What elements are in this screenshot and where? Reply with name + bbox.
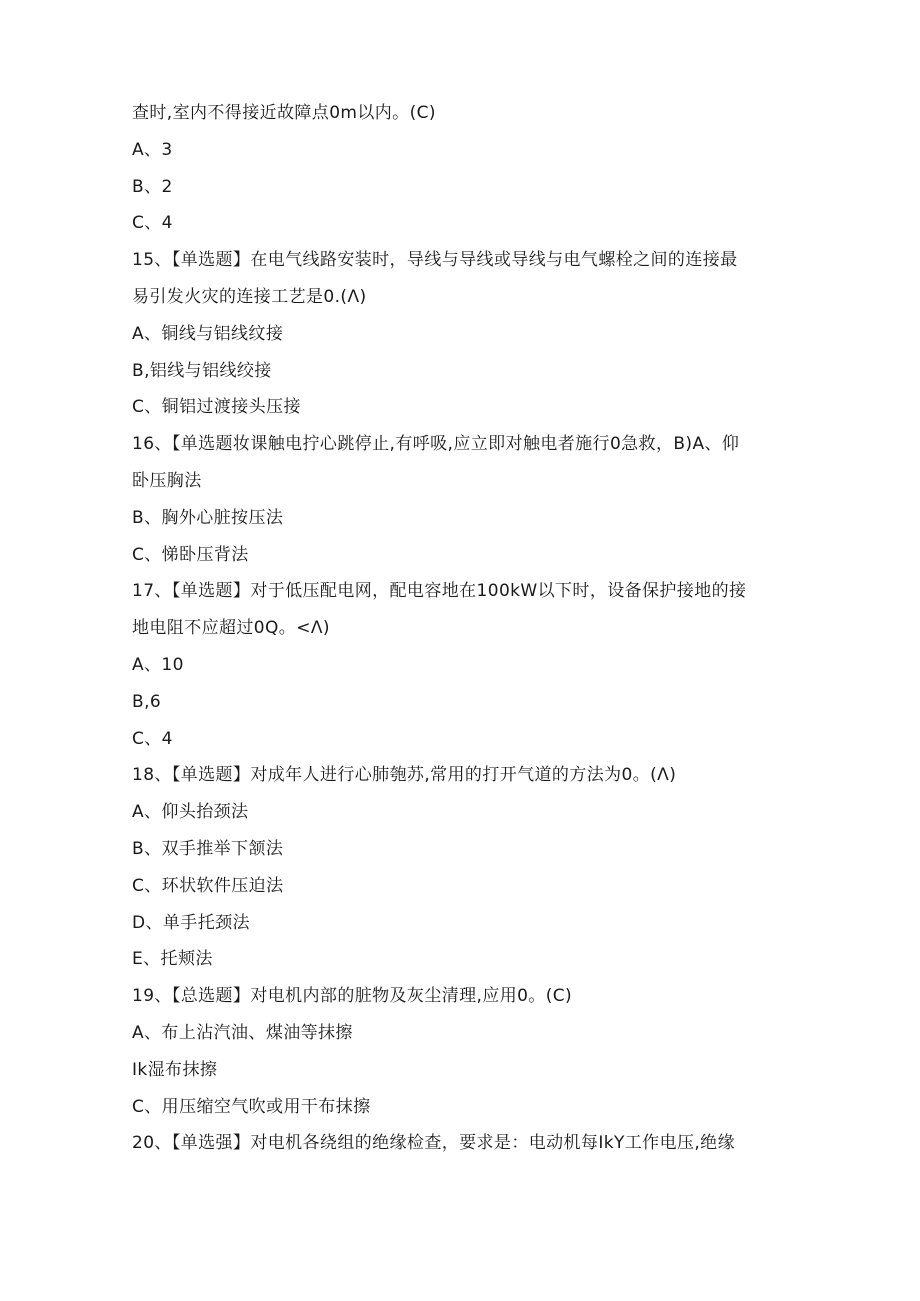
question-line: 15、【单选题】在电气线路安装时，导线与导线或导线与电气螺栓之间的连接最 xyxy=(132,250,738,271)
option-line: B,6 xyxy=(132,691,162,712)
text-line: 卧压胸法 xyxy=(132,470,202,491)
document-body xyxy=(132,95,792,1162)
text-line: 查时,室内不得接近故障点0m以内。(C) xyxy=(132,103,436,123)
option-line: D、单手托颈法 xyxy=(132,912,250,933)
option-line: B、双手推举下颔法 xyxy=(132,838,284,859)
option-line: A、10 xyxy=(132,654,184,675)
question-line: 18、【单选题】对成年人进行心肺匏苏,常用的打开气道的方法为0。(Λ) xyxy=(132,765,677,786)
option-line: B,铝线与铝线绞接 xyxy=(132,360,272,381)
option-line: C、铜铝过渡接头压接 xyxy=(132,397,301,418)
text-line: 易引发火灾的连接工艺是0.(Λ) xyxy=(132,286,367,307)
option-line: A、3 xyxy=(132,139,173,160)
question-line: 16、【单选题妆课触电拧心跳停止,有呼吸,应立即对触电者施行0急救，B)A、仰 xyxy=(132,434,740,455)
option-line: C、悌卧压背法 xyxy=(132,544,249,565)
option-line: E、托颊法 xyxy=(132,949,213,970)
option-line: C、环状软件压迫法 xyxy=(132,875,284,896)
option-line: A、布上沾汽油、煤油等抹擦 xyxy=(132,1022,353,1043)
option-line: A、仰头抬颈法 xyxy=(132,802,249,823)
question-line: 20、【单选强】对电机各绕组的绝缘检查，要求是：电动机每IkY工作电压,绝缘 xyxy=(132,1133,735,1154)
option-line: B、2 xyxy=(132,176,173,197)
option-line: C、4 xyxy=(132,213,173,234)
question-line: 19、【总选题】对电机内部的脏物及灰尘清理,应用0。(C) xyxy=(132,986,573,1007)
option-line: Ik湿布抹擦 xyxy=(132,1059,218,1080)
option-line: C、用压缩空气吹或用干布抹擦 xyxy=(132,1096,371,1117)
question-line: 17、【单选题】对于低压配电网，配电容地在100kW以下时，设备保护接地的接 xyxy=(132,581,747,602)
option-line: C、4 xyxy=(132,728,173,749)
option-line: A、铜线与铝线纹接 xyxy=(132,323,284,344)
option-line: B、胸外心脏按压法 xyxy=(132,507,284,528)
text-line: 地电阻不应超过0Q。<Λ) xyxy=(132,618,330,639)
